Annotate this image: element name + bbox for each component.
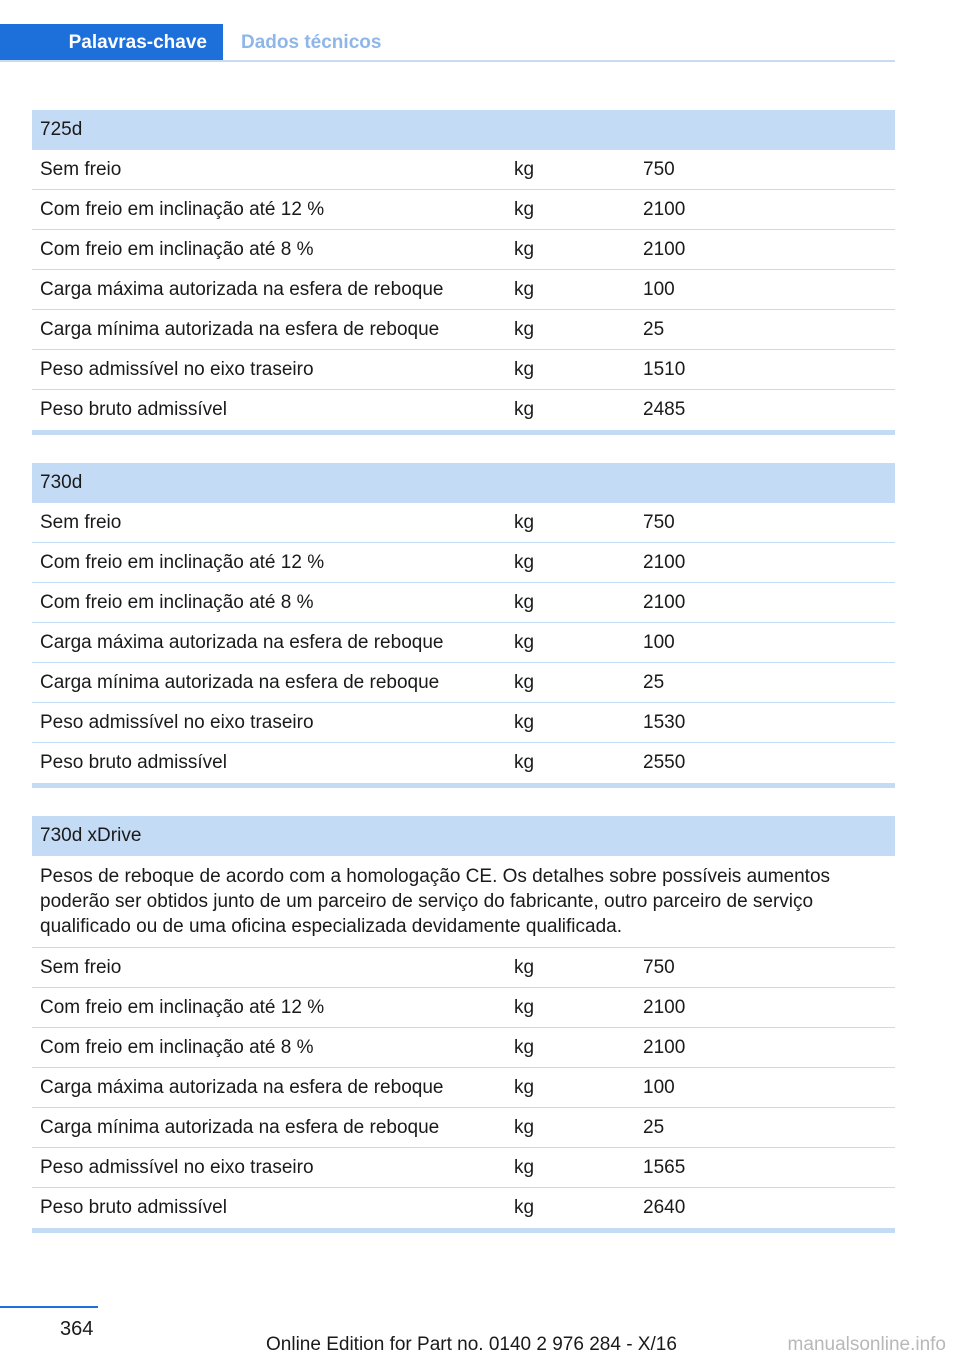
row-value: 100	[643, 1076, 675, 1098]
row-unit: kg	[514, 631, 535, 653]
table-row	[32, 948, 895, 988]
row-value: 100	[643, 631, 675, 653]
table-row	[32, 390, 895, 430]
row-value: 2100	[643, 198, 686, 220]
row-unit: kg	[514, 238, 535, 260]
table-row	[32, 310, 895, 350]
tab-palavras-chave-label: Palavras-chave	[68, 32, 207, 53]
table-row	[32, 623, 895, 663]
row-unit: kg	[514, 711, 535, 733]
table-row	[32, 1148, 895, 1188]
row-unit: kg	[514, 996, 535, 1018]
table-row	[32, 703, 895, 743]
row-label: Carga máxima autorizada na esfera de reboque	[40, 631, 444, 653]
row-label: Peso admissível no eixo traseiro	[40, 711, 314, 733]
spec-table-725d	[32, 110, 895, 435]
row-unit: kg	[514, 511, 535, 533]
footer-rule	[0, 1306, 98, 1308]
row-label: Com freio em inclinação até 12 %	[40, 551, 325, 573]
row-label: Com freio em inclinação até 8 %	[40, 1036, 314, 1058]
table-row	[32, 350, 895, 390]
spec-table-730d	[32, 463, 895, 788]
row-label: Peso bruto admissível	[40, 399, 227, 420]
table-title: 725d	[32, 110, 895, 150]
header-divider	[0, 60, 895, 62]
row-value: 2100	[643, 238, 686, 260]
row-label: Sem freio	[40, 956, 122, 978]
row-unit: kg	[514, 198, 535, 220]
row-unit: kg	[514, 1156, 535, 1178]
row-label: Peso admissível no eixo traseiro	[40, 358, 314, 380]
table-bottom-bar	[32, 430, 895, 435]
row-value: 2485	[643, 399, 686, 420]
table-row	[32, 988, 895, 1028]
row-label: Carga máxima autorizada na esfera de reboque	[40, 1076, 444, 1098]
row-unit: kg	[514, 1036, 535, 1058]
row-unit: kg	[514, 399, 535, 420]
table-body	[32, 503, 895, 783]
row-label: Carga máxima autorizada na esfera de reboque	[40, 278, 444, 300]
table-row	[32, 743, 895, 783]
row-value: 1510	[643, 358, 686, 380]
watermark: manualsonline.info	[787, 1334, 946, 1355]
row-value: 2100	[643, 591, 686, 613]
row-unit: kg	[514, 358, 535, 380]
row-unit: kg	[514, 956, 535, 978]
row-value: 25	[643, 318, 665, 340]
table-row	[32, 1108, 895, 1148]
row-label: Peso bruto admissível	[40, 752, 227, 773]
row-label: Peso admissível no eixo traseiro	[40, 1156, 314, 1178]
table-row	[32, 503, 895, 543]
row-label: Sem freio	[40, 158, 122, 180]
row-value: 2640	[643, 1197, 686, 1218]
row-label: Sem freio	[40, 511, 122, 533]
row-label: Peso bruto admissível	[40, 1197, 227, 1218]
row-value: 2100	[643, 551, 686, 573]
row-value: 100	[643, 278, 675, 300]
row-unit: kg	[514, 318, 535, 340]
row-unit: kg	[514, 158, 535, 180]
row-value: 25	[643, 671, 665, 693]
row-label: Carga mínima autorizada na esfera de reboque	[40, 318, 440, 340]
row-value: 2550	[643, 752, 686, 773]
tab-dados-tecnicos[interactable]	[241, 24, 381, 62]
spec-table-730d-xdrive	[32, 816, 895, 1233]
row-unit: kg	[514, 278, 535, 300]
tab-dados-tecnicos-label: Dados técnicos	[241, 32, 382, 53]
row-value: 1530	[643, 711, 686, 733]
row-unit: kg	[514, 671, 535, 693]
row-value: 750	[643, 158, 675, 180]
top-navigation	[0, 24, 895, 62]
row-label: Com freio em inclinação até 8 %	[40, 238, 314, 260]
row-value: 750	[643, 956, 675, 978]
table-row	[32, 1068, 895, 1108]
row-label: Carga mínima autorizada na esfera de reboque	[40, 1116, 440, 1138]
page-number: 364	[60, 1318, 94, 1340]
table-row	[32, 150, 895, 190]
table-title: 730d xDrive	[32, 816, 895, 856]
edition-text: Online Edition for Part no. 0140 2 976 284 - X/16	[266, 1334, 677, 1355]
table-body	[32, 948, 895, 1228]
row-unit: kg	[514, 1076, 535, 1098]
table-bottom-bar	[32, 783, 895, 788]
table-row	[32, 663, 895, 703]
table-row	[32, 583, 895, 623]
table-row	[32, 1028, 895, 1068]
row-unit: kg	[514, 1197, 535, 1218]
row-label: Carga mínima autorizada na esfera de reboque	[40, 671, 440, 693]
table-bottom-bar	[32, 1228, 895, 1233]
row-value: 2100	[643, 1036, 686, 1058]
tab-palavras-chave[interactable]	[0, 24, 223, 62]
table-row	[32, 543, 895, 583]
row-unit: kg	[514, 752, 535, 773]
row-unit: kg	[514, 551, 535, 573]
table-body	[32, 150, 895, 430]
table-title: 730d	[32, 463, 895, 503]
table-row	[32, 230, 895, 270]
row-label: Com freio em inclinação até 12 %	[40, 996, 325, 1018]
table-row	[32, 270, 895, 310]
table-row	[32, 190, 895, 230]
row-value: 2100	[643, 996, 686, 1018]
row-unit: kg	[514, 1116, 535, 1138]
row-label: Com freio em inclinação até 12 %	[40, 198, 325, 220]
row-label: Com freio em inclinação até 8 %	[40, 591, 314, 613]
table-row	[32, 1188, 895, 1228]
table-note: Pesos de reboque de acordo com a homologação CE. Os detalhes sobre possíveis aumentos poderão ser obtidos junto de um parceiro de serviço do fabricante, outro parceiro de serviço qualificado ou de uma oficina especializada devidamente qualificada.	[32, 856, 895, 948]
row-value: 1565	[643, 1156, 686, 1178]
row-unit: kg	[514, 591, 535, 613]
row-value: 25	[643, 1116, 665, 1138]
spec-tables	[32, 110, 895, 1261]
row-value: 750	[643, 511, 675, 533]
